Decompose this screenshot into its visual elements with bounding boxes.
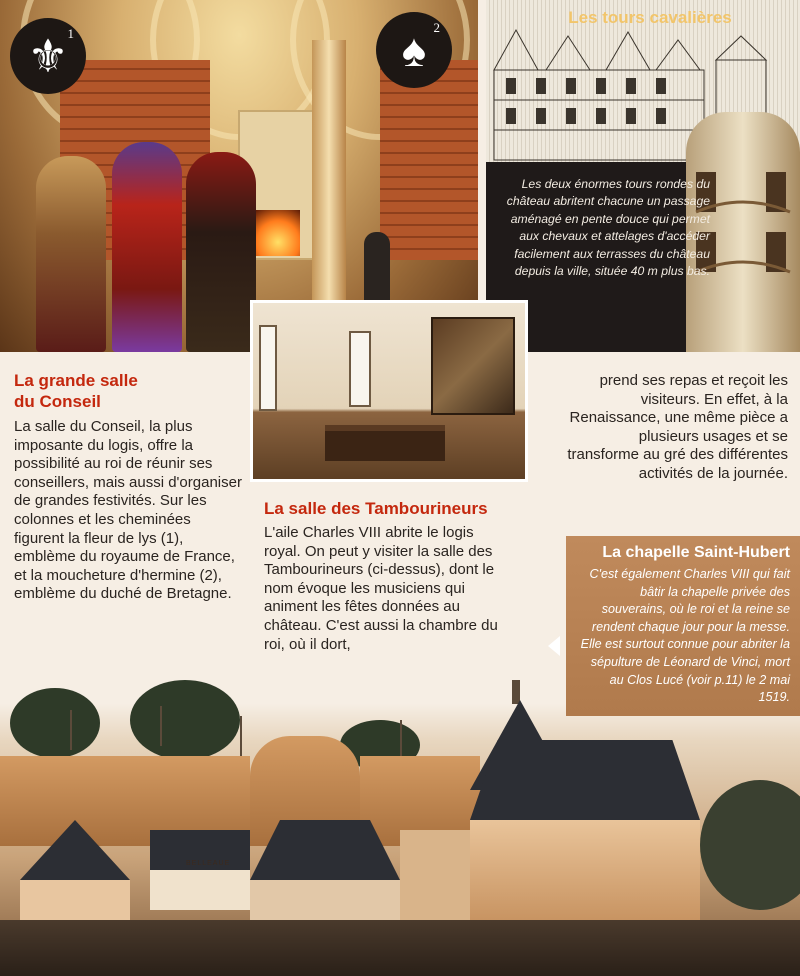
conseil-text: La salle du Conseil, la plus imposante du logis, offre la possibilité au roi de réunir ses conseillers, mais aussi d'organiser de grandes festivités. Sur les colonnes et les cheminées figurent la fleur de lys (1), emblème du royaume de France, et la moucheture d'hermine (2), emblème du duché de Bretagne. — [14, 418, 242, 603]
flagpole — [240, 716, 242, 756]
king-figure — [112, 142, 182, 352]
ermine-emblem — [376, 12, 452, 88]
courtier-figure — [36, 156, 106, 352]
conseil-heading-line1: La grande salle — [14, 371, 138, 390]
advisor-figure — [186, 152, 256, 352]
tambourineurs-heading: La salle des Tambourineurs — [264, 499, 488, 518]
window — [259, 325, 277, 411]
conseil-heading — [14, 370, 234, 412]
river-bank — [0, 920, 800, 976]
emblem-number: 1 — [67, 26, 74, 41]
fire — [256, 210, 300, 256]
tambourineurs-text: L'aile Charles VIII abrite le logis royal. On peut y visiter la salle des Tambourineurs (ci-dessus), dont le nom évoque les musiciens qui animent les fêtes données au château. C'est aussi la chambre du roi, où il dort, — [264, 524, 498, 653]
town-house — [150, 870, 250, 910]
tree — [10, 688, 100, 758]
flagpole — [160, 706, 162, 746]
pointer-arrow-icon — [548, 636, 560, 656]
fleur-de-lis-icon: ⚜ — [27, 30, 69, 82]
chateau-panorama-photo — [0, 680, 800, 976]
brick-wall — [380, 60, 478, 260]
ermine-icon: ♠ — [401, 24, 427, 76]
window — [349, 331, 371, 407]
salle-tambourineurs-photo — [250, 300, 528, 482]
chapel-spire — [512, 680, 520, 704]
flagpole — [400, 720, 402, 760]
table — [325, 425, 445, 461]
chapelle-heading: La chapelle Saint-Hubert — [602, 544, 790, 561]
tree — [700, 780, 800, 910]
flagpole — [70, 710, 72, 750]
fleur-de-lis-emblem — [10, 18, 86, 94]
conseil-heading-line2: du Conseil — [14, 392, 101, 411]
continued-text: prend ses repas et reçoit les visiteurs. En effet, à la Renaissance, une même pièce a plusieurs usages et se transforme au gré des différentes activités de la journée. — [567, 372, 788, 482]
tours-description: Les deux énormes tours rondes du château abritent chacune un passage aménagé en pente douce qui permet aux chevaux et attelages d'accéder facilement aux terrasses du château depuis la ville, située 40 m plus bas. — [506, 177, 710, 279]
chapelle-box — [566, 536, 800, 716]
tours-cavalieres-panel — [486, 0, 800, 352]
emblem-number: 2 — [433, 20, 440, 35]
hotel-sign: BELLEAUE — [186, 860, 231, 867]
tours-title: Les tours cavalières — [568, 8, 732, 27]
logis-roof — [470, 740, 700, 820]
tree — [130, 680, 240, 760]
logis-facade — [470, 820, 700, 920]
chapelle-text: C'est également Charles VIII qui fait bâtir la chapelle privée des souverains, où le roi et la reine se rendent chaque jour pour la messe. Elle est surtout connue pour abriter la sépulture de Léonard de Vinci, mort au Clos Lucé (voir p.11) le 2 mai 1519. — [580, 567, 790, 705]
tapestry — [431, 317, 515, 415]
